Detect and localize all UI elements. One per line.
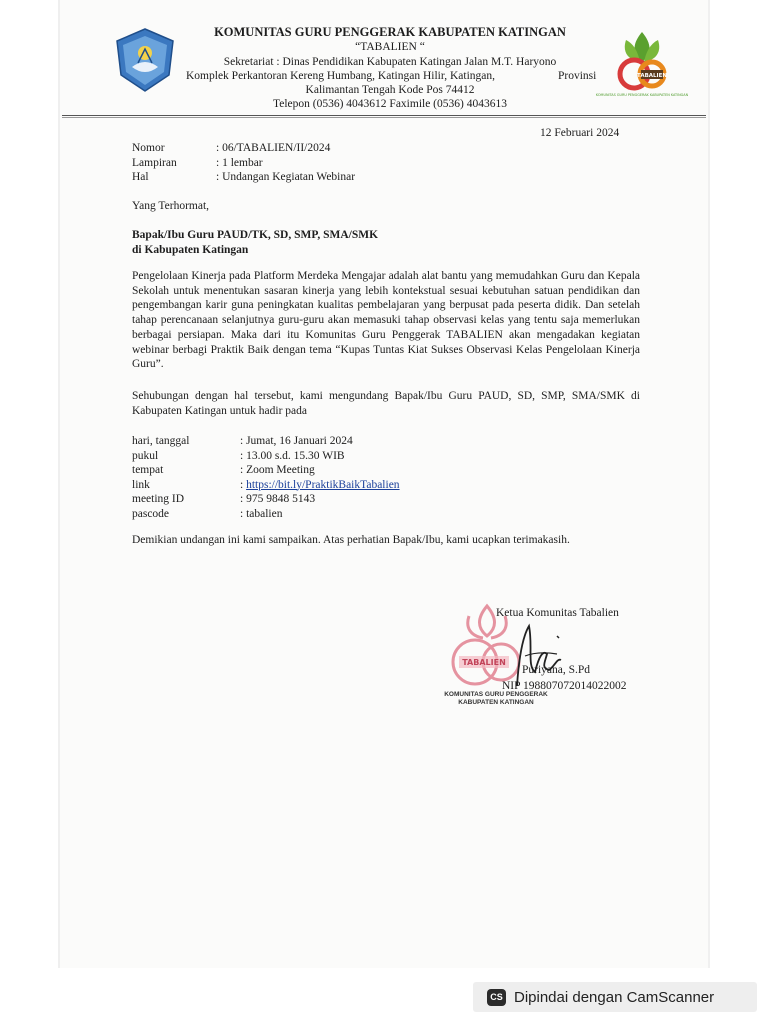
- detail-link: [132, 478, 400, 493]
- detail-pascode: [132, 507, 282, 522]
- meta-nomor: [132, 141, 330, 156]
- detail-pukul: [132, 449, 345, 464]
- detail-label: link: [132, 478, 150, 491]
- address-province: Provinsi: [558, 70, 597, 82]
- signature-name: Puriyana, S.Pd: [522, 664, 591, 676]
- meta-value: : 1 lembar: [216, 156, 263, 169]
- meta-label: Hal: [132, 171, 149, 183]
- letterhead-divider-thin: [62, 117, 706, 118]
- detail-value: : Zoom Meeting: [240, 464, 315, 476]
- org-alias: “TABALIEN “: [355, 41, 425, 53]
- stamp-caption-line-1: KOMUNITAS GURU PENGGERAK: [444, 691, 548, 698]
- org-name: KOMUNITAS GURU PENGGERAK KABUPATEN KATINGAN: [214, 25, 566, 39]
- camscanner-icon: CS: [487, 989, 506, 1006]
- meta-label: Lampiran: [132, 156, 177, 169]
- camscanner-label: Dipindai dengan CamScanner: [514, 988, 715, 1006]
- detail-label: tempat: [132, 464, 164, 476]
- detail-tempat: [132, 463, 315, 478]
- signature-nip: NIP 198807072014022002: [502, 680, 627, 692]
- camscanner-badge: [473, 982, 757, 1012]
- stamp-caption-line-2: KABUPATEN KATINGAN: [458, 699, 534, 706]
- address-line-1: Sekretariat : Dinas Pendidikan Kabupaten Katingan Jalan M.T. Haryono: [223, 56, 557, 68]
- body-paragraph-2: Sehubungan dengan hal tersebut, kami mengundang Bapak/Ibu Guru PAUD, SD, SMP, SMA/SMK di Kabupaten Katingan untuk hadir pada: [132, 390, 640, 417]
- meta-lampiran: [132, 156, 263, 171]
- salutation: Yang Terhormat,: [132, 200, 210, 212]
- address-line-3: Kalimantan Tengah Kode Pos 74412: [305, 84, 475, 96]
- recipient-line-2: di Kabupaten Katingan: [132, 244, 249, 256]
- detail-label: pascode: [132, 507, 170, 520]
- detail-value: : tabalien: [240, 507, 283, 520]
- detail-value: : Jumat, 16 Januari 2024: [240, 435, 353, 447]
- meta-value: : Undangan Kegiatan Webinar: [216, 171, 356, 183]
- signature-title: Ketua Komunitas Tabalien: [496, 607, 619, 619]
- letterhead-divider: [62, 115, 706, 116]
- closing-sentence: Demikian undangan ini kami sampaikan. Atas perhatian Bapak/Ibu, kami ucapkan terimakasih.: [132, 534, 570, 546]
- meta-hal: [132, 170, 355, 185]
- detail-hari-tanggal: [132, 434, 353, 449]
- letter-date: 12 Februari 2024: [540, 127, 620, 139]
- stamp-text: TABALIEN: [462, 658, 506, 667]
- detail-meeting-id: [132, 492, 315, 507]
- detail-value: : 13.00 s.d. 15.30 WIB: [240, 449, 345, 462]
- tabalien-logo-caption: KOMUNITAS GURU PENGGERAK KABUPATEN KATINGAN: [595, 93, 689, 97]
- detail-label: hari, tanggal: [132, 435, 190, 447]
- detail-label: meeting ID: [132, 493, 185, 505]
- detail-value: : 975 9848 5143: [240, 493, 316, 505]
- phone-line: Telepon (0536) 4043612 Faximile (0536) 4043613: [273, 98, 507, 110]
- webinar-link[interactable]: https://bit.ly/PraktikBaikTabalien: [246, 478, 400, 491]
- detail-colon: :: [240, 478, 247, 491]
- tabalien-logo-text: TABALIEN: [637, 73, 667, 79]
- recipient-line-1: Bapak/Ibu Guru PAUD/TK, SD, SMP, SMA/SMK: [132, 229, 379, 241]
- body-paragraph-1: Pengelolaan Kinerja pada Platform Merdeka Mengajar adalah alat bantu yang memudahkan Guru dan Kepala Sekolah untuk menentukan sasaran kinerja yang lebih kontekstual sesuai kebutuhan satuan pendidikan dan pengembangan karir guna peningkatan kualitas pembelajaran yang berpusat pada peserta didik. Dan setelah tahap perencanaan selanjutnya guru-guru akan memasuki tahap observasi kelas yang tentu saja memerlukan berbagai persiapan. Maka dari itu Komunitas Guru Penggerak TABALIEN akan mengadakan kegiatan webinar berbagi Praktik Baik dengan tema “Kupas Tuntas Kiat Sukses Observasi Kelas Pengelolaan Kinerja Guru”.: [132, 270, 640, 371]
- meta-value: : 06/TABALIEN/II/2024: [216, 142, 331, 154]
- stamp-caption: [436, 691, 556, 707]
- detail-label: pukul: [132, 449, 159, 462]
- meta-label: Nomor: [132, 142, 165, 154]
- address-line-2: Komplek Perkantoran Kereng Humbang, Katingan Hilir, Katingan,: [186, 70, 496, 82]
